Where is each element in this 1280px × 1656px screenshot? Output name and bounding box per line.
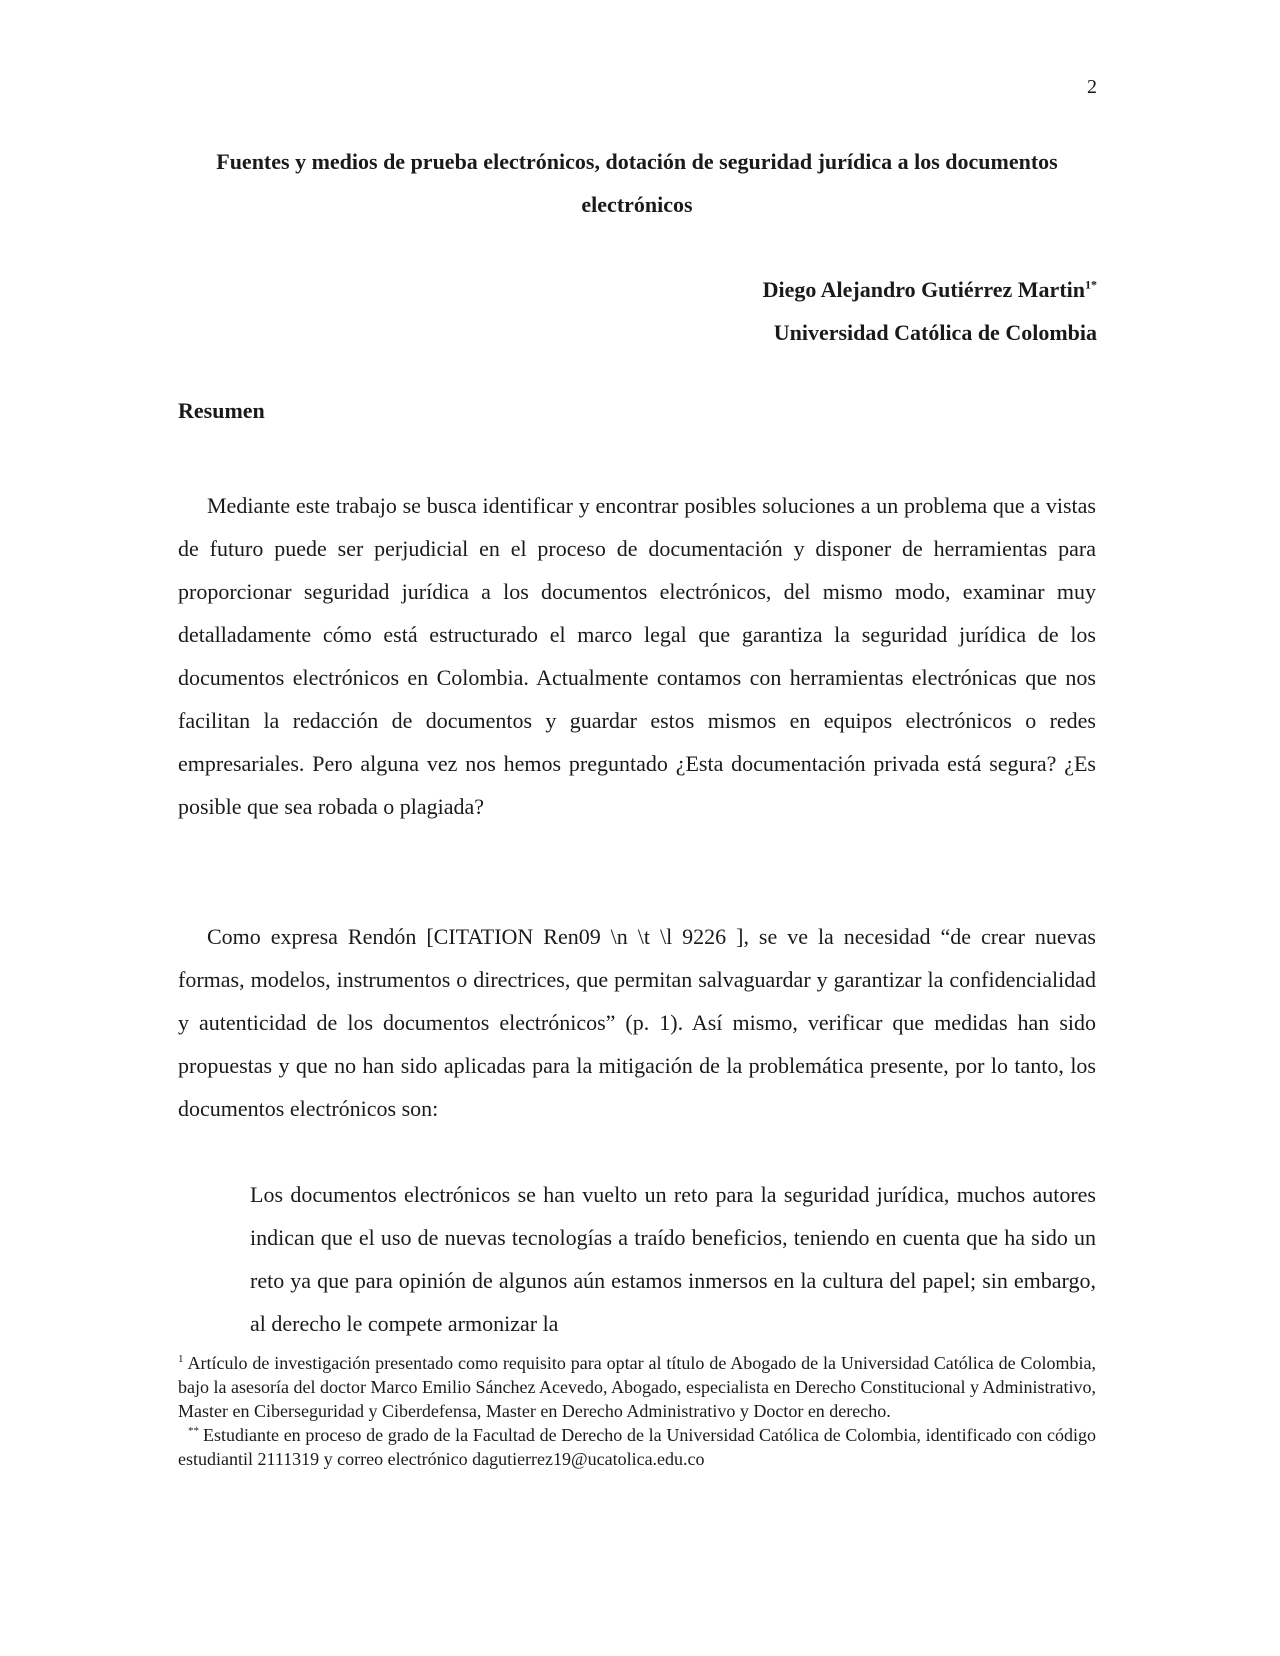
footnotes — [178, 1351, 1096, 1471]
author-block — [763, 268, 1097, 354]
author-line — [763, 268, 1097, 311]
author-affiliation: Universidad Católica de Colombia — [773, 320, 1097, 345]
footnote-text: Estudiante en proceso de grado de la Facultad de Derecho de la Universidad Católica de Colombia, identificado con código estudiantil 2111319 y correo electrónico dagutierrez19@ucatolica.edu.co — [178, 1425, 1096, 1469]
abstract-heading: Resumen — [178, 398, 265, 423]
author-name: Diego Alejandro Gutiérrez Martin — [762, 277, 1085, 302]
footnote — [178, 1351, 1096, 1423]
abstract-paragraph: Como expresa Rendón [CITATION Ren09 \n \t \l 9226 ], se ve la necesidad “de crear nuevas formas, modelos, instrumentos o directrices, que permitan salvaguardar y garantizar la confidencialidad y autenticidad de los documentos electrónicos” (p. 1). Así mismo, verificar que medidas han sido propuestas y que no han sido aplicadas para la mitigación de la problemática presente, por lo tanto, los documentos electrónicos son: — [178, 924, 1096, 1121]
footnote — [178, 1423, 1096, 1471]
abstract-paragraph: Mediante este trabajo se busca identificar y encontrar posibles soluciones a un problema que a vistas de futuro puede ser perjudicial en el proceso de documentación y disponer de herramientas para proporcionar seguridad jurídica a los documentos electrónicos, del mismo modo, examinar muy detalladamente cómo está estructurado el marco legal que garantiza la seguridad jurídica de los documentos electrónicos en Colombia. Actualmente contamos con herramientas electrónicas que nos facilitan la redacción de documentos y guardar estos mismos en equipos electrónicos o redes empresariales. Pero alguna vez nos hemos preguntado ¿Esta documentación privada está segura? ¿Es posible que sea robada o plagiada? — [178, 493, 1096, 819]
page-number: 2 — [1087, 76, 1097, 98]
author-footnote-marks: 1* — [1085, 277, 1097, 292]
footnote-text: Artículo de investigación presentado como requisito para optar al título de Abogado de la Universidad Católica de Colombia, bajo la asesoría del doctor Marco Emilio Sánchez Acevedo, Abogado, especialista en Derecho Constitucional y Administrativo, Master en Ciberseguridad y Ciberdefensa, Master en Derecho Administrativo y Doctor en derecho. — [178, 1353, 1096, 1421]
block-quote: Los documentos electrónicos se han vuelto un reto para la seguridad jurídica, muchos autores indican que el uso de nuevas tecnologías a traído beneficios, teniendo en cuenta que ha sido un reto ya que para opinión de algunos aún estamos inmersos en la cultura del papel; sin embargo, al derecho le compete armonizar la — [250, 1182, 1096, 1336]
document-title: Fuentes y medios de prueba electrónicos, dotación de seguridad jurídica a los documentos electrónicos — [216, 149, 1058, 217]
footnote-mark: ** — [188, 1425, 199, 1437]
footnote-mark: 1 — [178, 1353, 184, 1365]
